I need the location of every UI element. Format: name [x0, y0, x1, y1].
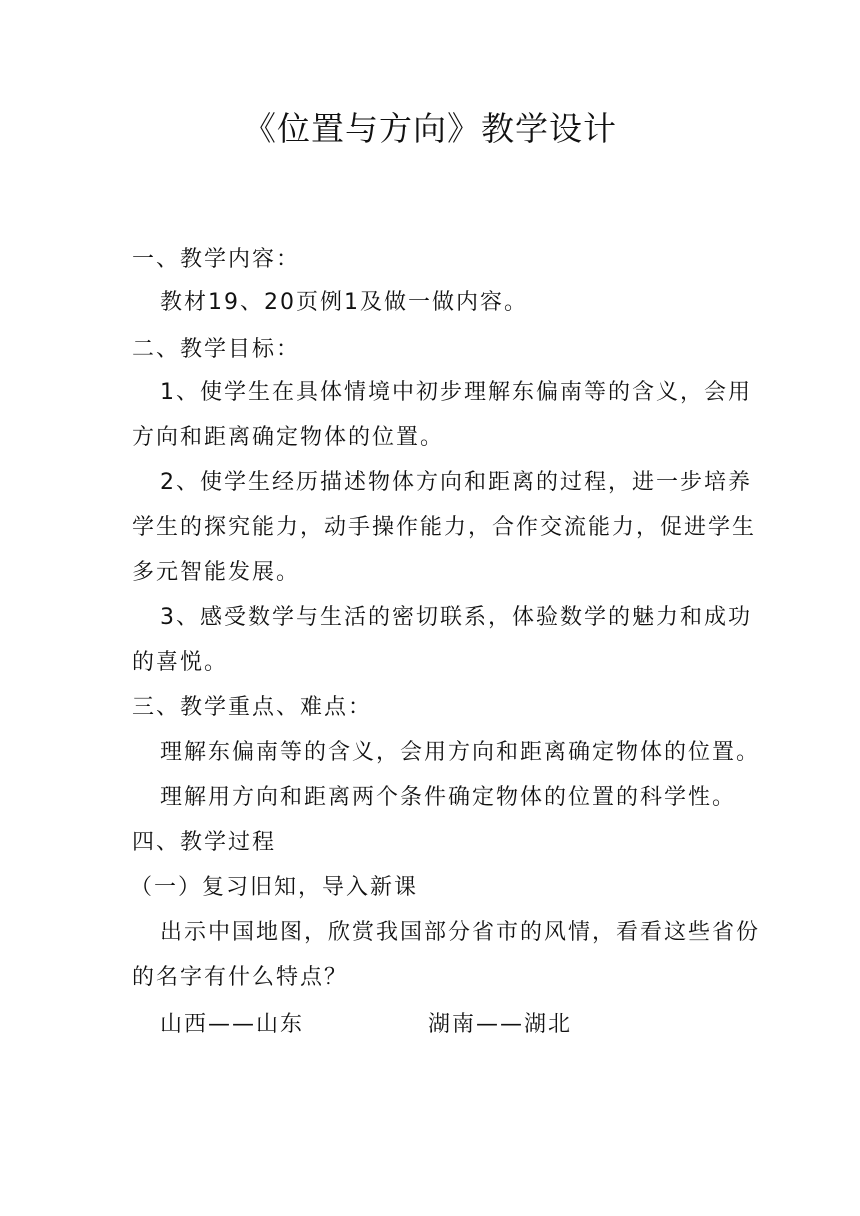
difficult-point-text: 理解用方向和距离两个条件确定物体的位置的科学性。 [160, 785, 737, 810]
goal-3-line-1: 3、感受数学与生活的密切联系，体验数学的魅力和成功 [160, 605, 752, 630]
teaching-content-heading: 一、教学内容： [132, 247, 301, 272]
goal-2-line-3: 多元智能发展。 [132, 560, 301, 585]
teaching-process-heading: 四、教学过程 [132, 830, 277, 855]
goal-1-line-1: 1、使学生在具体情境中初步理解东偏南等的含义，会用 [160, 380, 752, 405]
teaching-goals-heading: 二、教学目标： [132, 337, 301, 362]
goal-2-line-1: 2、使学生经历描述物体方向和距离的过程，进一步培养 [160, 470, 752, 495]
teaching-content-text: 教材19、20页例1及做一做内容。 [160, 290, 528, 315]
province-pair-hunan-hubei: 湖南——湖北 [428, 1012, 573, 1037]
step-1-line-1: 出示中国地图，欣赏我国部分省市的风情，看看这些省份 [160, 920, 761, 945]
goal-3-line-2: 的喜悦。 [132, 650, 229, 675]
goal-2-line-2: 学生的探究能力，动手操作能力，合作交流能力，促进学生 [132, 515, 757, 540]
key-point-text: 理解东偏南等的含义，会用方向和距离确定物体的位置。 [160, 740, 761, 765]
document-title: 《位置与方向》教学设计 [243, 109, 617, 148]
province-pair-shanxi-shandong: 山西——山东 [160, 1012, 305, 1037]
step-1-line-2: 的名字有什么特点？ [132, 965, 349, 990]
goal-1-line-2: 方向和距离确定物体的位置。 [132, 425, 445, 450]
step-1-heading: （一）复习旧知，导入新课 [130, 875, 419, 900]
key-points-heading: 三、教学重点、难点： [132, 695, 373, 720]
